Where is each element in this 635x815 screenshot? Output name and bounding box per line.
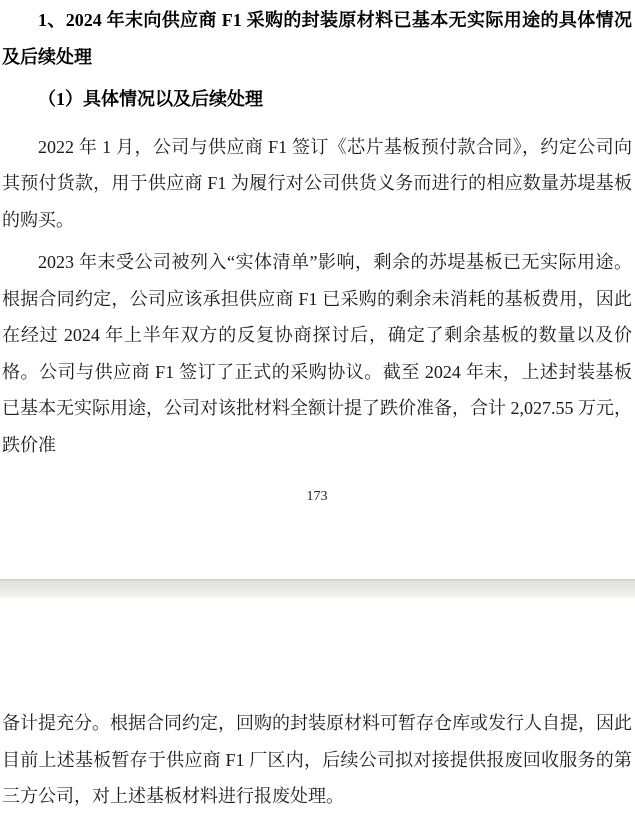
subsection-heading: （1）具体情况以及后续处理 xyxy=(38,89,263,109)
page-number: 173 xyxy=(306,489,328,504)
section-heading: 1、2024 年末向供应商 F1 采购的封装原材料已基本无实际用途的具体情况及后续处理 xyxy=(2,10,632,67)
paragraph-continuation: 备计提充分。根据合同约定，回购的封装原材料可暂存仓库或发行人自提，因此目前上述基板暂存于供应商 F1 厂区内，后续公司拟对接提供报废回收服务的第三方公司，对上述基板材料进行报废处理。 xyxy=(2,713,632,806)
paragraph-contract-2022: 2022 年 1 月，公司与供应商 F1 签订《芯片基板预付款合同》，约定公司向其预付货款，用于供应商 F1 为履行对公司供货义务而进行的相应数量苏堤基板的购买。 xyxy=(2,136,632,230)
paragraph-entity-list-2023: 2023 年末受公司被列入“实体清单”影响，剩余的苏堤基板已无实际用途。根据合同约定，公司应该承担供应商 F1 已采购的剩余未消耗的基板费用，因此在经过 2024 年上半年双方的反复协商探讨后，确定了剩余基板的数量以及价格。公司与供应商 F1 签订了正式的采购协议。截至 2024 年末，上述封装基板已基本无实际用途，公司对该批材料全额计提了跌价准备，合计 2,027.55 万元，跌价准 xyxy=(2,252,632,455)
page-174-content xyxy=(0,705,635,815)
page-break-separator xyxy=(0,579,635,598)
